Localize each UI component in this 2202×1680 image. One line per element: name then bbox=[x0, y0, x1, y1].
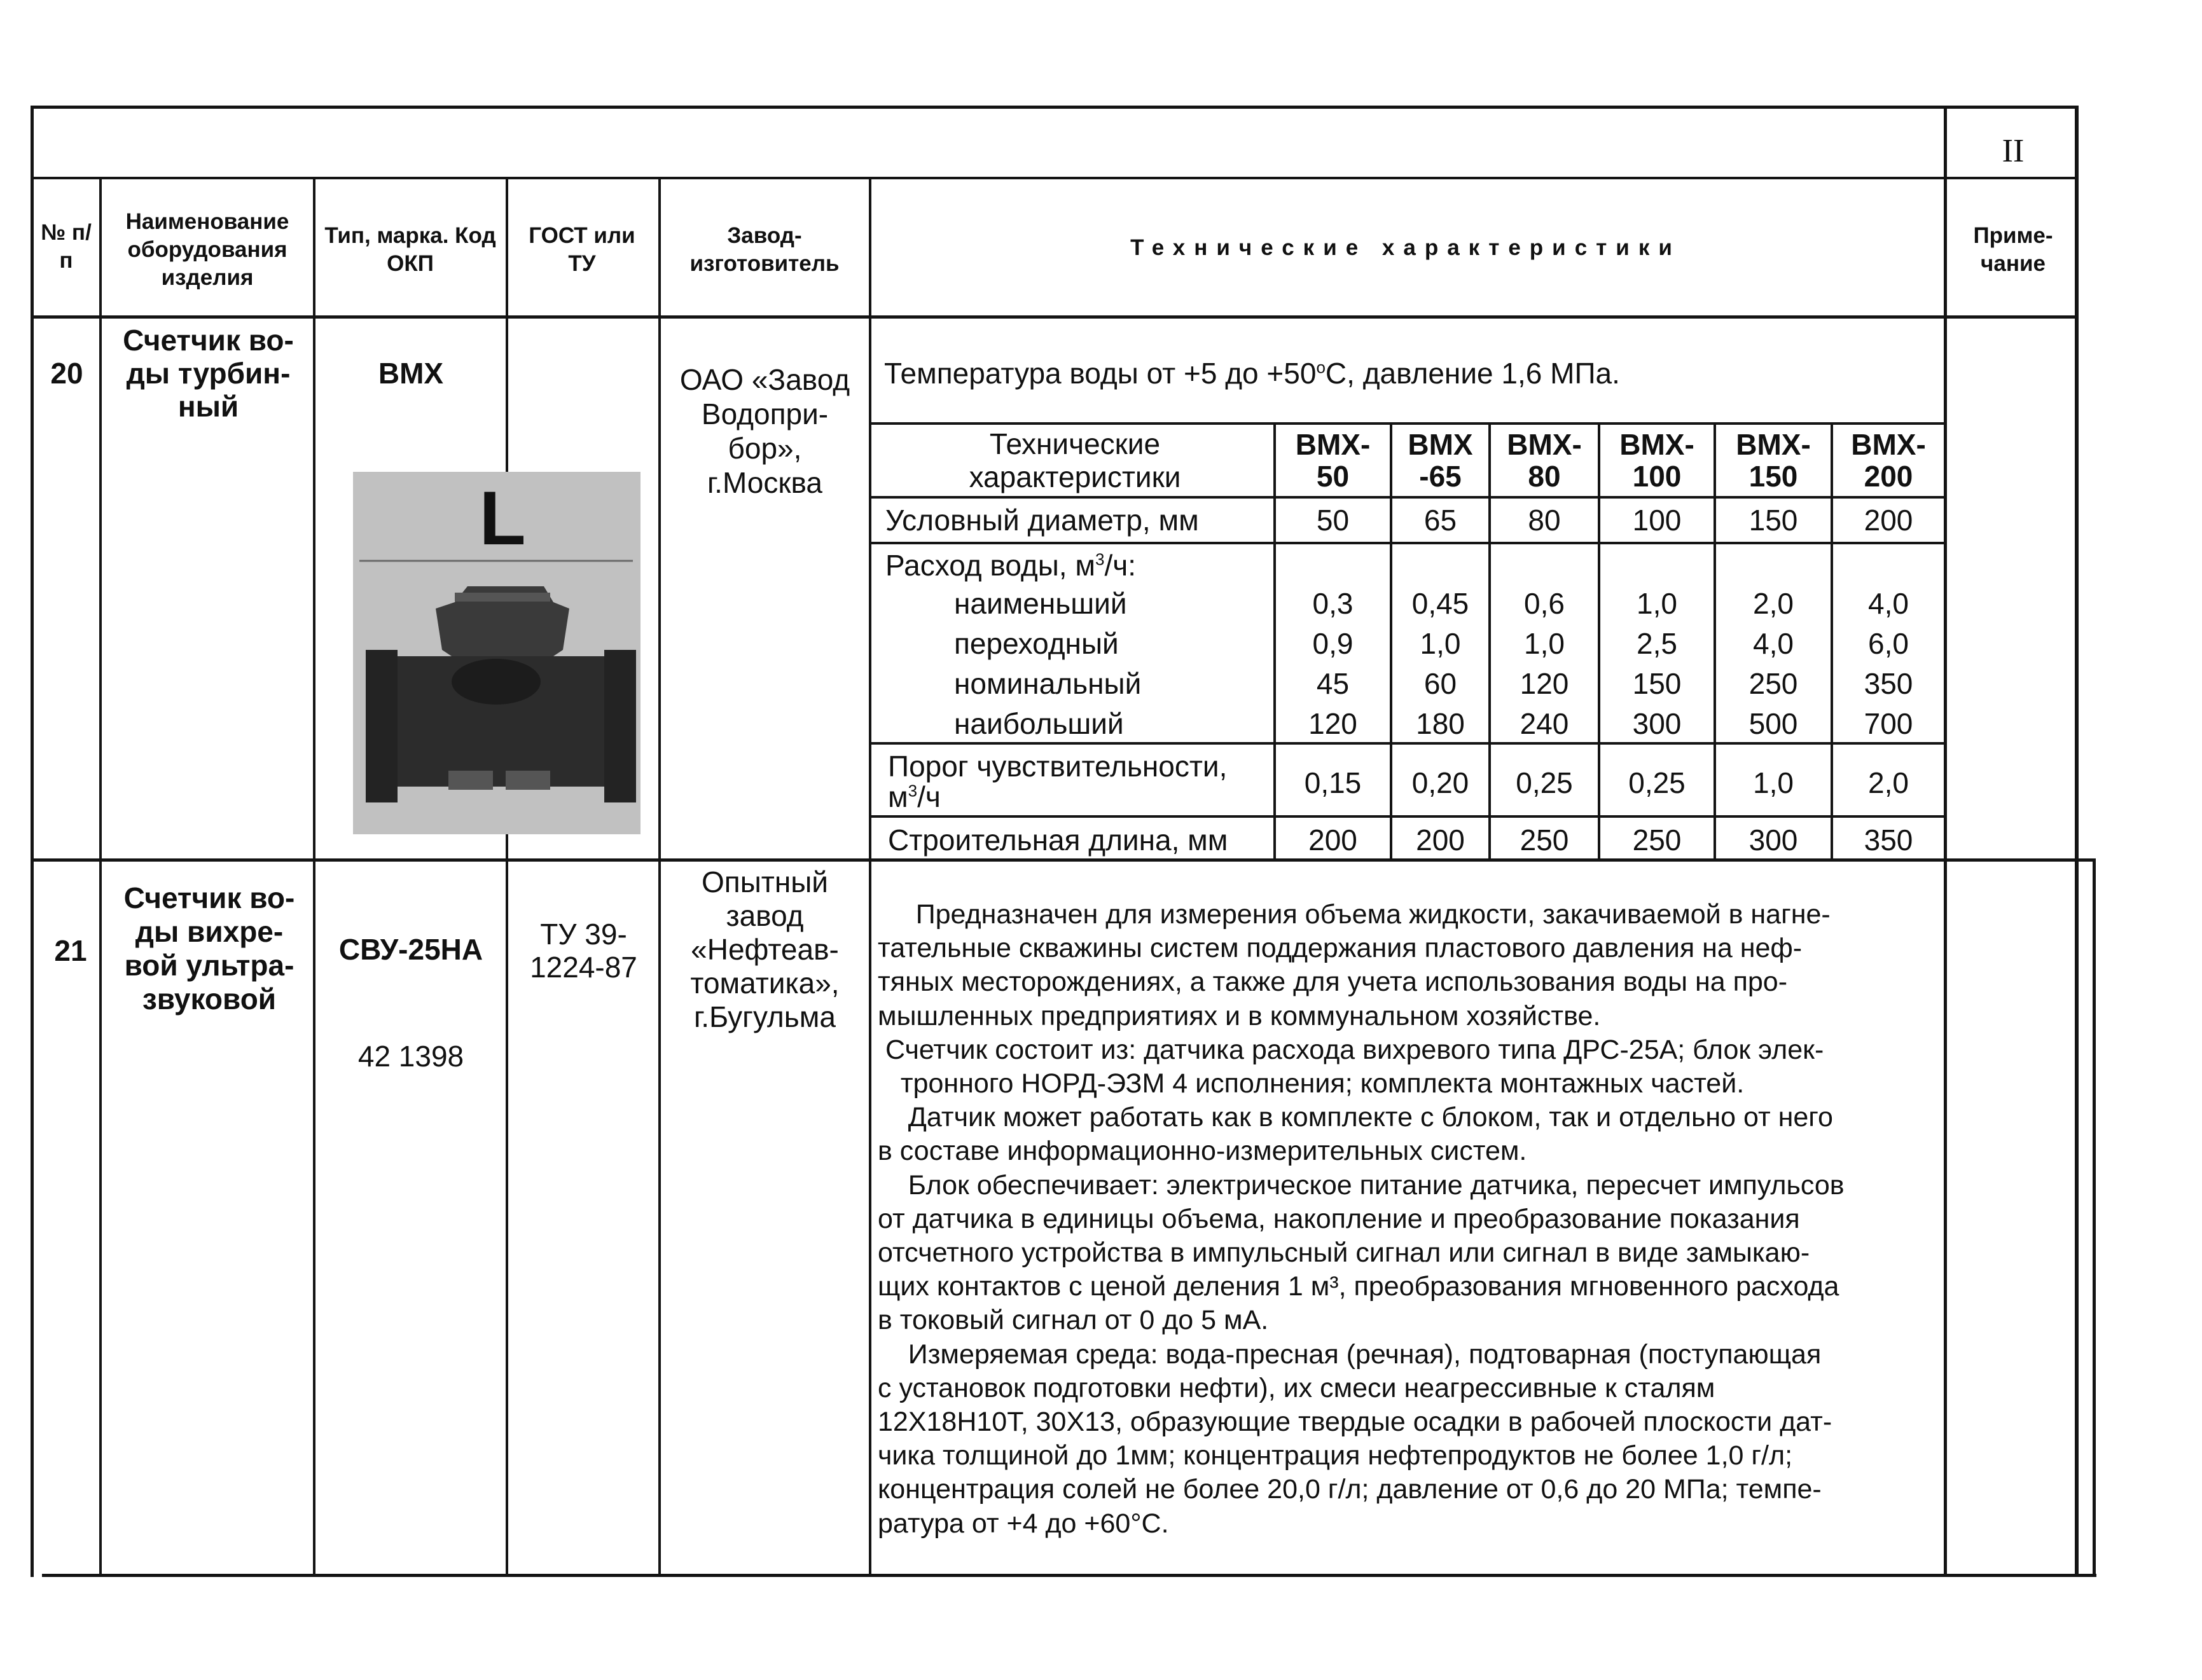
row-number: 20 bbox=[50, 357, 83, 390]
flow-value: 4,0 bbox=[1868, 587, 1909, 620]
model-name: ВМХ- bbox=[1619, 428, 1694, 461]
model-header bbox=[1276, 429, 1390, 492]
manufacturer-line: ОАО «Завод bbox=[679, 363, 850, 396]
model-name: ВМХ- bbox=[1736, 428, 1811, 461]
equipment-name-line: Счетчик во- bbox=[123, 324, 294, 357]
equipment-type: СВУ-25НА bbox=[338, 933, 483, 966]
header-type: Тип, марка. Код ОКП bbox=[324, 223, 496, 276]
description-line: в составе информационно-измерительных систем. bbox=[878, 1136, 1527, 1167]
threshold-unit-tail: /ч bbox=[917, 780, 941, 813]
equipment-name-line: ды турбин- bbox=[126, 357, 291, 390]
header-num: № п/п bbox=[41, 220, 92, 273]
threshold-value: 0,25 bbox=[1628, 766, 1686, 799]
flow-row-label: наименьший bbox=[954, 587, 1127, 620]
diameter-value: 100 bbox=[1632, 504, 1682, 537]
manufacturer-line: томатика», bbox=[690, 967, 840, 1000]
model-size: 50 bbox=[1316, 460, 1350, 493]
header-maker: Завод-изготовитель bbox=[689, 223, 840, 276]
model-name: ВМХ bbox=[1408, 428, 1473, 461]
description-line: тяных месторождениях, а также для учета использования воды на про- bbox=[878, 967, 1788, 998]
rule bbox=[871, 542, 1946, 544]
description-line: Предназначен для измерения объема жидкости, закачиваемой в нагне- bbox=[878, 899, 1831, 930]
model-header bbox=[1833, 429, 1944, 492]
manufacturer-line: Водопри- bbox=[701, 397, 829, 430]
flow-value: 1,0 bbox=[1524, 627, 1565, 660]
flow-value: 0,9 bbox=[1312, 627, 1354, 660]
diameter-value: 150 bbox=[1748, 504, 1798, 537]
flow-value: 1,0 bbox=[1420, 627, 1461, 660]
diameter-value: 50 bbox=[1316, 504, 1350, 537]
length-value: 250 bbox=[1632, 823, 1682, 857]
rule bbox=[871, 422, 1946, 425]
temperature-text bbox=[884, 356, 1620, 390]
rule bbox=[869, 177, 871, 1576]
rule bbox=[313, 177, 315, 1576]
threshold-value: 0,20 bbox=[1411, 766, 1469, 799]
manufacturer-line: г.Москва bbox=[707, 466, 822, 499]
header-name: Наименование оборудования изделия bbox=[125, 209, 289, 290]
equipment-name-line: Счетчик во- bbox=[123, 881, 295, 914]
model-header bbox=[1392, 429, 1488, 492]
description-line: тронного НОРД-ЭЗМ 4 исполнения; комплекта монтажных частей. bbox=[878, 1068, 1745, 1099]
description-line: Блок обеспечивает: электрическое питание датчика, пересчет импульсов bbox=[878, 1169, 1845, 1201]
model-header bbox=[1600, 429, 1714, 492]
manufacturer-line: завод bbox=[726, 899, 804, 932]
length-value: 300 bbox=[1748, 823, 1798, 857]
model-size: 80 bbox=[1528, 460, 1561, 493]
equipment-name-line: ды вихре- bbox=[135, 915, 284, 948]
rule bbox=[658, 177, 661, 1576]
manufacturer-line: Опытный bbox=[702, 865, 828, 899]
rule bbox=[99, 177, 102, 1576]
threshold-label: Порог чувствительности, bbox=[888, 750, 1228, 783]
spec-header: Технические характеристики bbox=[969, 427, 1181, 493]
flow-row-label: наибольший bbox=[954, 707, 1124, 740]
header-note: Приме-чание bbox=[1973, 223, 2053, 276]
rule bbox=[31, 858, 2096, 862]
gost-line: 1224-87 bbox=[530, 951, 637, 984]
flow-label bbox=[885, 548, 1136, 582]
flow-value: 180 bbox=[1416, 707, 1465, 740]
flow-label-main: Расход воды, м bbox=[885, 549, 1095, 582]
flow-value: 1,0 bbox=[1637, 587, 1677, 620]
manufacturer-line: бор», bbox=[728, 432, 802, 465]
threshold-value: 2,0 bbox=[1868, 766, 1909, 799]
manufacturer-line: г.Бугульма bbox=[694, 1000, 836, 1033]
description-line: Счетчик состоит из: датчика расхода вихревого типа ДРС-25А; блок элек- bbox=[878, 1034, 1824, 1065]
flow-value: 120 bbox=[1520, 667, 1569, 700]
threshold-unit bbox=[888, 782, 941, 811]
rule bbox=[31, 106, 34, 1577]
flow-value: 150 bbox=[1632, 667, 1682, 700]
flow-label-sup: 3 bbox=[1095, 549, 1105, 569]
okp-code: 42 1398 bbox=[357, 1040, 464, 1073]
flow-value: 4,0 bbox=[1753, 627, 1794, 660]
threshold-value: 0,25 bbox=[1516, 766, 1573, 799]
manufacturer-line: «Нефтеав- bbox=[691, 933, 839, 966]
page-marker: II bbox=[2002, 133, 2025, 169]
rule bbox=[42, 1574, 2096, 1577]
rule bbox=[31, 106, 2079, 109]
description-line: в токовый сигнал от 0 до 5 мА. bbox=[878, 1305, 1269, 1336]
temperature-text-tail: С, давление 1,6 МПа. bbox=[1325, 357, 1620, 390]
degree-sup: о bbox=[1316, 357, 1326, 377]
equipment-name-line: вой ультра- bbox=[124, 949, 294, 982]
description-line: Датчик может работать как в комплекте с блоком, так и отдельно от него bbox=[878, 1102, 1833, 1133]
flow-value: 60 bbox=[1423, 667, 1457, 700]
flow-value: 0,45 bbox=[1411, 587, 1469, 620]
flow-value: 0,3 bbox=[1312, 587, 1354, 620]
model-header bbox=[1716, 429, 1831, 492]
equipment-type: ВМХ bbox=[378, 357, 444, 390]
rule bbox=[871, 742, 1946, 745]
threshold-value: 1,0 bbox=[1753, 766, 1794, 799]
equipment-name-line: звуковой bbox=[142, 982, 277, 1016]
rule bbox=[31, 177, 2079, 179]
rule bbox=[871, 496, 1946, 499]
length-value: 200 bbox=[1416, 823, 1465, 857]
gost-line: ТУ 39- bbox=[540, 918, 627, 951]
description-line: от датчика в единицы объема, накопление и преобразование показания bbox=[878, 1203, 1800, 1234]
flow-value: 240 bbox=[1520, 707, 1569, 740]
flow-value: 350 bbox=[1864, 667, 1913, 700]
length-label: Строительная длина, мм bbox=[888, 823, 1228, 857]
flow-value: 0,6 bbox=[1524, 587, 1565, 620]
rule bbox=[1944, 106, 1947, 1576]
description-line: концентрация солей не более 20,0 г/л; давление от 0,6 до 20 МПа; темпе- bbox=[878, 1474, 1822, 1505]
model-size: 150 bbox=[1748, 460, 1798, 493]
rule bbox=[31, 315, 2079, 319]
rule bbox=[506, 177, 508, 1576]
flow-row-label: переходный bbox=[954, 627, 1119, 660]
diameter-label: Условный диаметр, мм bbox=[885, 504, 1199, 537]
threshold-value: 0,15 bbox=[1304, 766, 1362, 799]
description-line: тательные скважины систем поддержания пластового давления на неф- bbox=[878, 933, 1803, 964]
model-size: 100 bbox=[1632, 460, 1682, 493]
flow-value: 6,0 bbox=[1868, 627, 1909, 660]
flow-value: 250 bbox=[1748, 667, 1798, 700]
description-line: щих контактов с ценой деления 1 м³, преобразования мгновенного расхода bbox=[878, 1271, 1839, 1302]
length-value: 350 bbox=[1864, 823, 1913, 857]
flow-row-label: номинальный bbox=[954, 667, 1142, 700]
threshold-unit-main: м bbox=[888, 780, 908, 813]
flow-value: 700 bbox=[1864, 707, 1913, 740]
diameter-value: 65 bbox=[1423, 504, 1457, 537]
flow-value: 45 bbox=[1316, 667, 1350, 700]
description-line: Измеряемая среда: вода-пресная (речная), подтоварная (поступающая bbox=[878, 1339, 1822, 1370]
length-value: 200 bbox=[1308, 823, 1357, 857]
flow-value: 2,0 bbox=[1753, 587, 1794, 620]
threshold-unit-sup: 3 bbox=[908, 781, 918, 801]
rule bbox=[2075, 106, 2079, 1577]
flow-label-tail: /ч: bbox=[1104, 549, 1136, 582]
model-name: ВМХ- bbox=[1851, 428, 1926, 461]
flow-value: 500 bbox=[1748, 707, 1798, 740]
model-size: -65 bbox=[1419, 460, 1462, 493]
description-line: отсчетного устройства в импульсный сигнал или сигнал в виде замыкаю- bbox=[878, 1237, 1810, 1268]
model-header bbox=[1491, 429, 1598, 492]
model-size: 200 bbox=[1864, 460, 1913, 493]
description-line: ратура от +4 до +60°С. bbox=[878, 1508, 1169, 1539]
flow-value: 300 bbox=[1632, 707, 1682, 740]
header-gost: ГОСТ или ТУ bbox=[529, 223, 635, 276]
row-number: 21 bbox=[54, 934, 87, 967]
description-line: мышленных предприятиях и в коммунальном хозяйстве. bbox=[878, 1000, 1601, 1031]
rule bbox=[2093, 858, 2096, 1577]
flow-value: 120 bbox=[1308, 707, 1357, 740]
flow-value: 2,5 bbox=[1637, 627, 1677, 660]
length-value: 250 bbox=[1520, 823, 1569, 857]
description-line: 12Х18Н10Т, 30Х13, образующие твердые осадки в рабочей плоскости дат- bbox=[878, 1407, 1832, 1437]
description-line: чика толщиной до 1мм; концентрация нефтепродуктов не более 1,0 г/л; bbox=[878, 1440, 1793, 1471]
diameter-value: 200 bbox=[1864, 504, 1913, 537]
diameter-value: 80 bbox=[1528, 504, 1561, 537]
model-name: ВМХ- bbox=[1507, 428, 1582, 461]
model-name: ВМХ- bbox=[1295, 428, 1371, 461]
photo-label: L bbox=[479, 476, 526, 561]
equipment-name-line: ный bbox=[177, 390, 239, 423]
description-line: с установок подготовки нефти), их смеси неагрессивные к сталям bbox=[878, 1372, 1715, 1403]
header-tech: Технические характеристики bbox=[1130, 235, 1681, 260]
meter-photo bbox=[353, 472, 641, 834]
rule bbox=[871, 815, 1946, 818]
temperature-text-main: Температура воды от +5 до +50 bbox=[884, 357, 1317, 390]
